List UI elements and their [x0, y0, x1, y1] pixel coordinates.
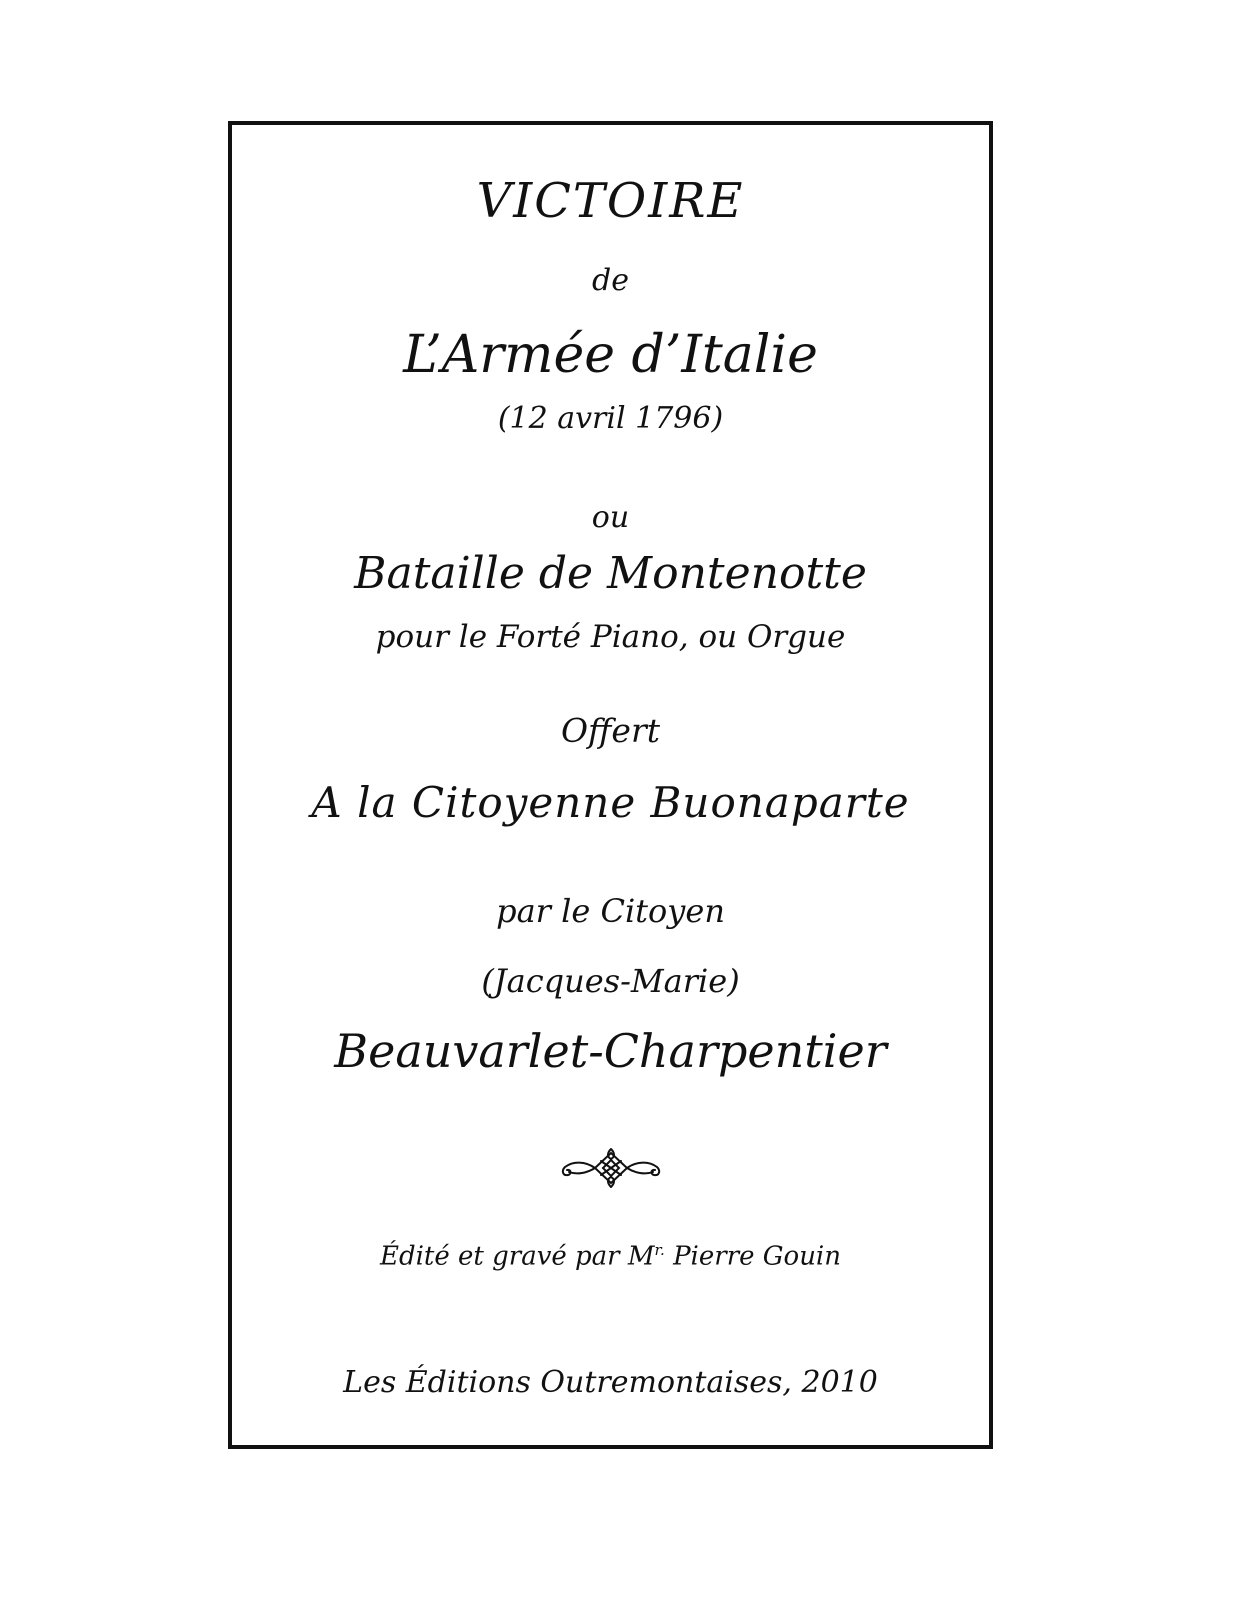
- publisher: Les Éditions Outremontaises, 2010: [343, 1365, 878, 1400]
- connector-de: de: [592, 263, 629, 298]
- editor-name: Pierre Gouin: [673, 1241, 841, 1272]
- title-page-border: [228, 121, 993, 1449]
- composer-given-names: (Jacques-Marie): [481, 962, 740, 1000]
- editor-credit: [232, 1243, 989, 1270]
- editor-prefix: Édité et gravé par M: [379, 1241, 655, 1272]
- alt-title: Bataille de Montenotte: [354, 548, 867, 599]
- composer-name: Beauvarlet-Charpentier: [334, 1024, 887, 1078]
- by-line: par le Citoyen: [496, 892, 725, 930]
- connector-ou: ou: [591, 500, 630, 535]
- date: (12 avril 1796): [497, 401, 724, 436]
- subtitle: L’Armée d’Italie: [403, 325, 818, 385]
- offered: Offert: [561, 711, 660, 750]
- fleuron-ornament-icon: [551, 1145, 671, 1191]
- instrumentation: pour le Forté Piano, ou Orgue: [375, 619, 846, 655]
- dedication: A la Citoyenne Buonaparte: [311, 778, 910, 827]
- title: VICTOIRE: [476, 173, 745, 229]
- editor-superscript: r.: [654, 1241, 665, 1259]
